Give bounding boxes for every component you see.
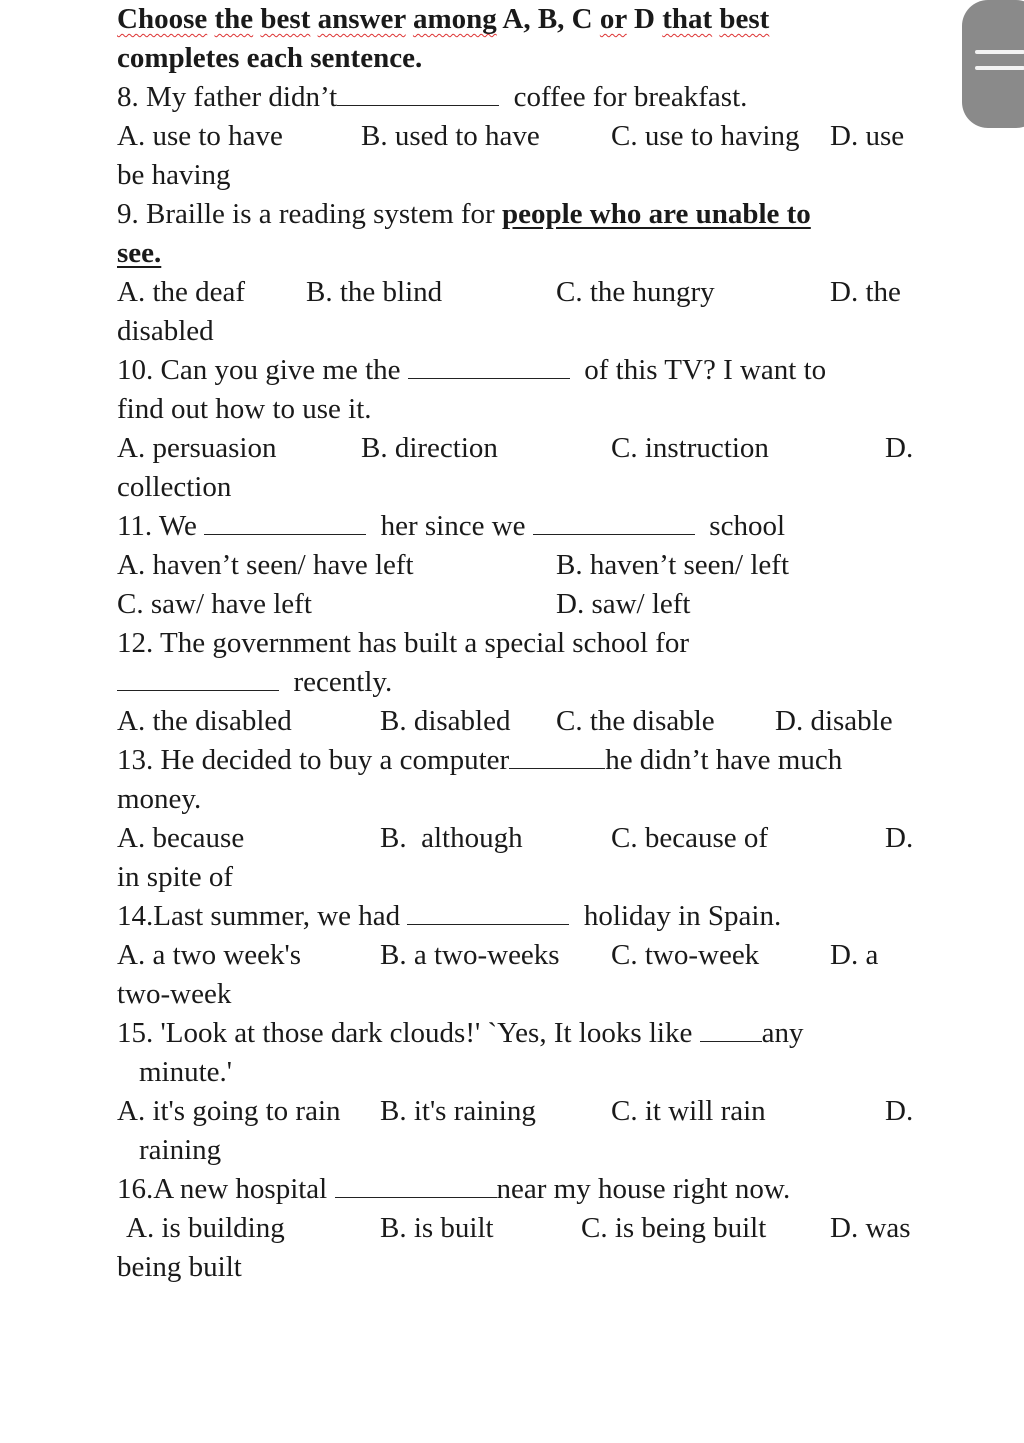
option-a: A. haven’t seen/ have left [117, 549, 414, 581]
option-b: B. a two-weeks [380, 939, 560, 971]
option-a: A. the disabled [117, 705, 292, 737]
question-stem: of this TV? I want to [584, 354, 827, 386]
drag-handle[interactable] [962, 0, 1024, 128]
underlined-phrase: see. [117, 237, 162, 269]
question-16 [117, 1170, 947, 1209]
option-d: D. saw/ left [556, 588, 691, 620]
option-c: C. two-week [611, 939, 760, 971]
option-d-continued: be having [117, 159, 231, 191]
question-stem: recently. [293, 666, 393, 698]
options-8 [117, 117, 947, 156]
question-stem: school [709, 510, 785, 542]
option-b: B. although [380, 822, 523, 854]
option-d-continued: raining [139, 1134, 222, 1166]
instruction-word: best [260, 3, 311, 35]
option-d-continued: disabled [117, 315, 214, 347]
option-b: B. the blind [306, 276, 443, 308]
question-stem: My father didn’t [146, 81, 338, 113]
question-stem: We [158, 510, 197, 542]
answer-blank [117, 668, 279, 691]
options-11-ab [117, 546, 947, 585]
option-b: B. disabled [380, 705, 511, 737]
option-b: B. direction [361, 432, 498, 464]
question-number: 12. [117, 627, 154, 659]
answer-blank [509, 746, 605, 769]
question-number: 10. [117, 354, 154, 386]
question-number: 11. [117, 510, 153, 542]
question-number: 14. [117, 900, 154, 932]
option-a: A. persuasion [117, 432, 277, 464]
question-stem: A new hospital [153, 1173, 328, 1205]
question-11 [117, 507, 947, 546]
instruction-word: answer [317, 3, 406, 35]
instruction-word: the [214, 3, 254, 35]
option-d-continued: in spite of [117, 861, 233, 893]
question-14 [117, 897, 947, 936]
question-9-line-2 [117, 234, 947, 273]
options-16 [117, 1209, 947, 1248]
question-stem: coffee for breakfast. [513, 81, 748, 113]
option-b: B. haven’t seen/ left [556, 549, 790, 581]
answer-blank [335, 1175, 497, 1198]
question-10-line-2: find out how to use it. [117, 393, 372, 425]
option-d-continued: two-week [117, 978, 232, 1010]
question-number: 13. [117, 744, 154, 776]
option-d-continued: being built [117, 1251, 242, 1283]
option-d: D. use [830, 120, 905, 152]
option-c: C. instruction [611, 432, 769, 464]
question-12-line-2 [117, 663, 947, 702]
question-13 [117, 741, 947, 780]
question-10 [117, 351, 947, 390]
options-14 [117, 936, 947, 975]
question-number: 9. [117, 198, 139, 230]
option-c: C. saw/ have left [117, 588, 312, 620]
question-number: 16. [117, 1173, 154, 1205]
options-11-cd [117, 585, 947, 624]
instruction-word: D [633, 3, 655, 35]
answer-blank [337, 83, 499, 106]
question-8 [117, 78, 947, 117]
option-c: C. it will rain [611, 1095, 766, 1127]
question-number: 8. [117, 81, 139, 113]
question-13-line-2: money. [117, 783, 202, 815]
option-c: C. the hungry [556, 276, 715, 308]
option-b: B. it's raining [380, 1095, 536, 1127]
answer-blank [700, 1019, 762, 1042]
instruction-word: A, B, C [502, 3, 593, 35]
question-stem: 'Look at those dark clouds!' `Yes, It looks like [160, 1017, 693, 1049]
question-stem: Braille is a reading system for [146, 198, 502, 230]
question-stem: He decided to buy a computer [160, 744, 510, 776]
option-d: D. [885, 822, 914, 854]
question-9 [117, 195, 947, 234]
options-12 [117, 702, 947, 741]
answer-blank [408, 356, 570, 379]
underlined-phrase: people who are unable to [501, 198, 811, 230]
option-a: A. is building [126, 1212, 285, 1244]
question-15 [117, 1014, 947, 1053]
question-stem: Can you give me the [160, 354, 401, 386]
handle-grip-line [975, 66, 1024, 70]
option-d: D. the [830, 276, 901, 308]
option-c: C. is being built [581, 1212, 767, 1244]
option-b: B. is built [380, 1212, 494, 1244]
option-a: A. a two week's [117, 939, 302, 971]
instruction-line-1 [117, 0, 947, 39]
question-stem: The government has built a special school for [159, 627, 690, 659]
question-stem: holiday in Spain. [583, 900, 782, 932]
options-10 [117, 429, 947, 468]
option-b: B. used to have [361, 120, 540, 152]
instruction-line-2: completes each sentence. [117, 42, 423, 74]
instruction-word: best [719, 3, 770, 35]
answer-blank [204, 512, 366, 535]
option-a: A. because [117, 822, 245, 854]
question-12 [117, 624, 947, 663]
instruction-word: Choose [117, 3, 208, 35]
question-15-line-2: minute.' [139, 1056, 233, 1088]
question-stem: Last summer, we had [153, 900, 401, 932]
answer-blank [407, 902, 569, 925]
option-d: D. a [830, 939, 879, 971]
instruction-word: or [599, 3, 627, 35]
question-stem: any [761, 1017, 804, 1049]
question-number: 15. [117, 1017, 154, 1049]
option-a: A. the deaf [117, 276, 246, 308]
option-d: D. [885, 1095, 914, 1127]
instruction-word: that [662, 3, 713, 35]
option-c: C. use to having [611, 120, 800, 152]
options-13 [117, 819, 947, 858]
option-c: C. because of [611, 822, 769, 854]
option-d: D. was [830, 1212, 911, 1244]
options-9 [117, 273, 947, 312]
option-c: C. the disable [556, 705, 715, 737]
question-stem: her since we [380, 510, 526, 542]
question-stem: near my house right now. [496, 1173, 791, 1205]
handle-grip-line [975, 50, 1024, 54]
option-a: A. use to have [117, 120, 283, 152]
answer-blank [533, 512, 695, 535]
option-d: D. [885, 432, 914, 464]
instruction-word: among [412, 3, 497, 35]
option-d-continued: collection [117, 471, 232, 503]
worksheet [117, 0, 947, 1287]
options-15 [117, 1092, 947, 1131]
question-stem: he didn’t have much [605, 744, 843, 776]
option-a: A. it's going to rain [117, 1095, 341, 1127]
option-d: D. disable [775, 705, 893, 737]
